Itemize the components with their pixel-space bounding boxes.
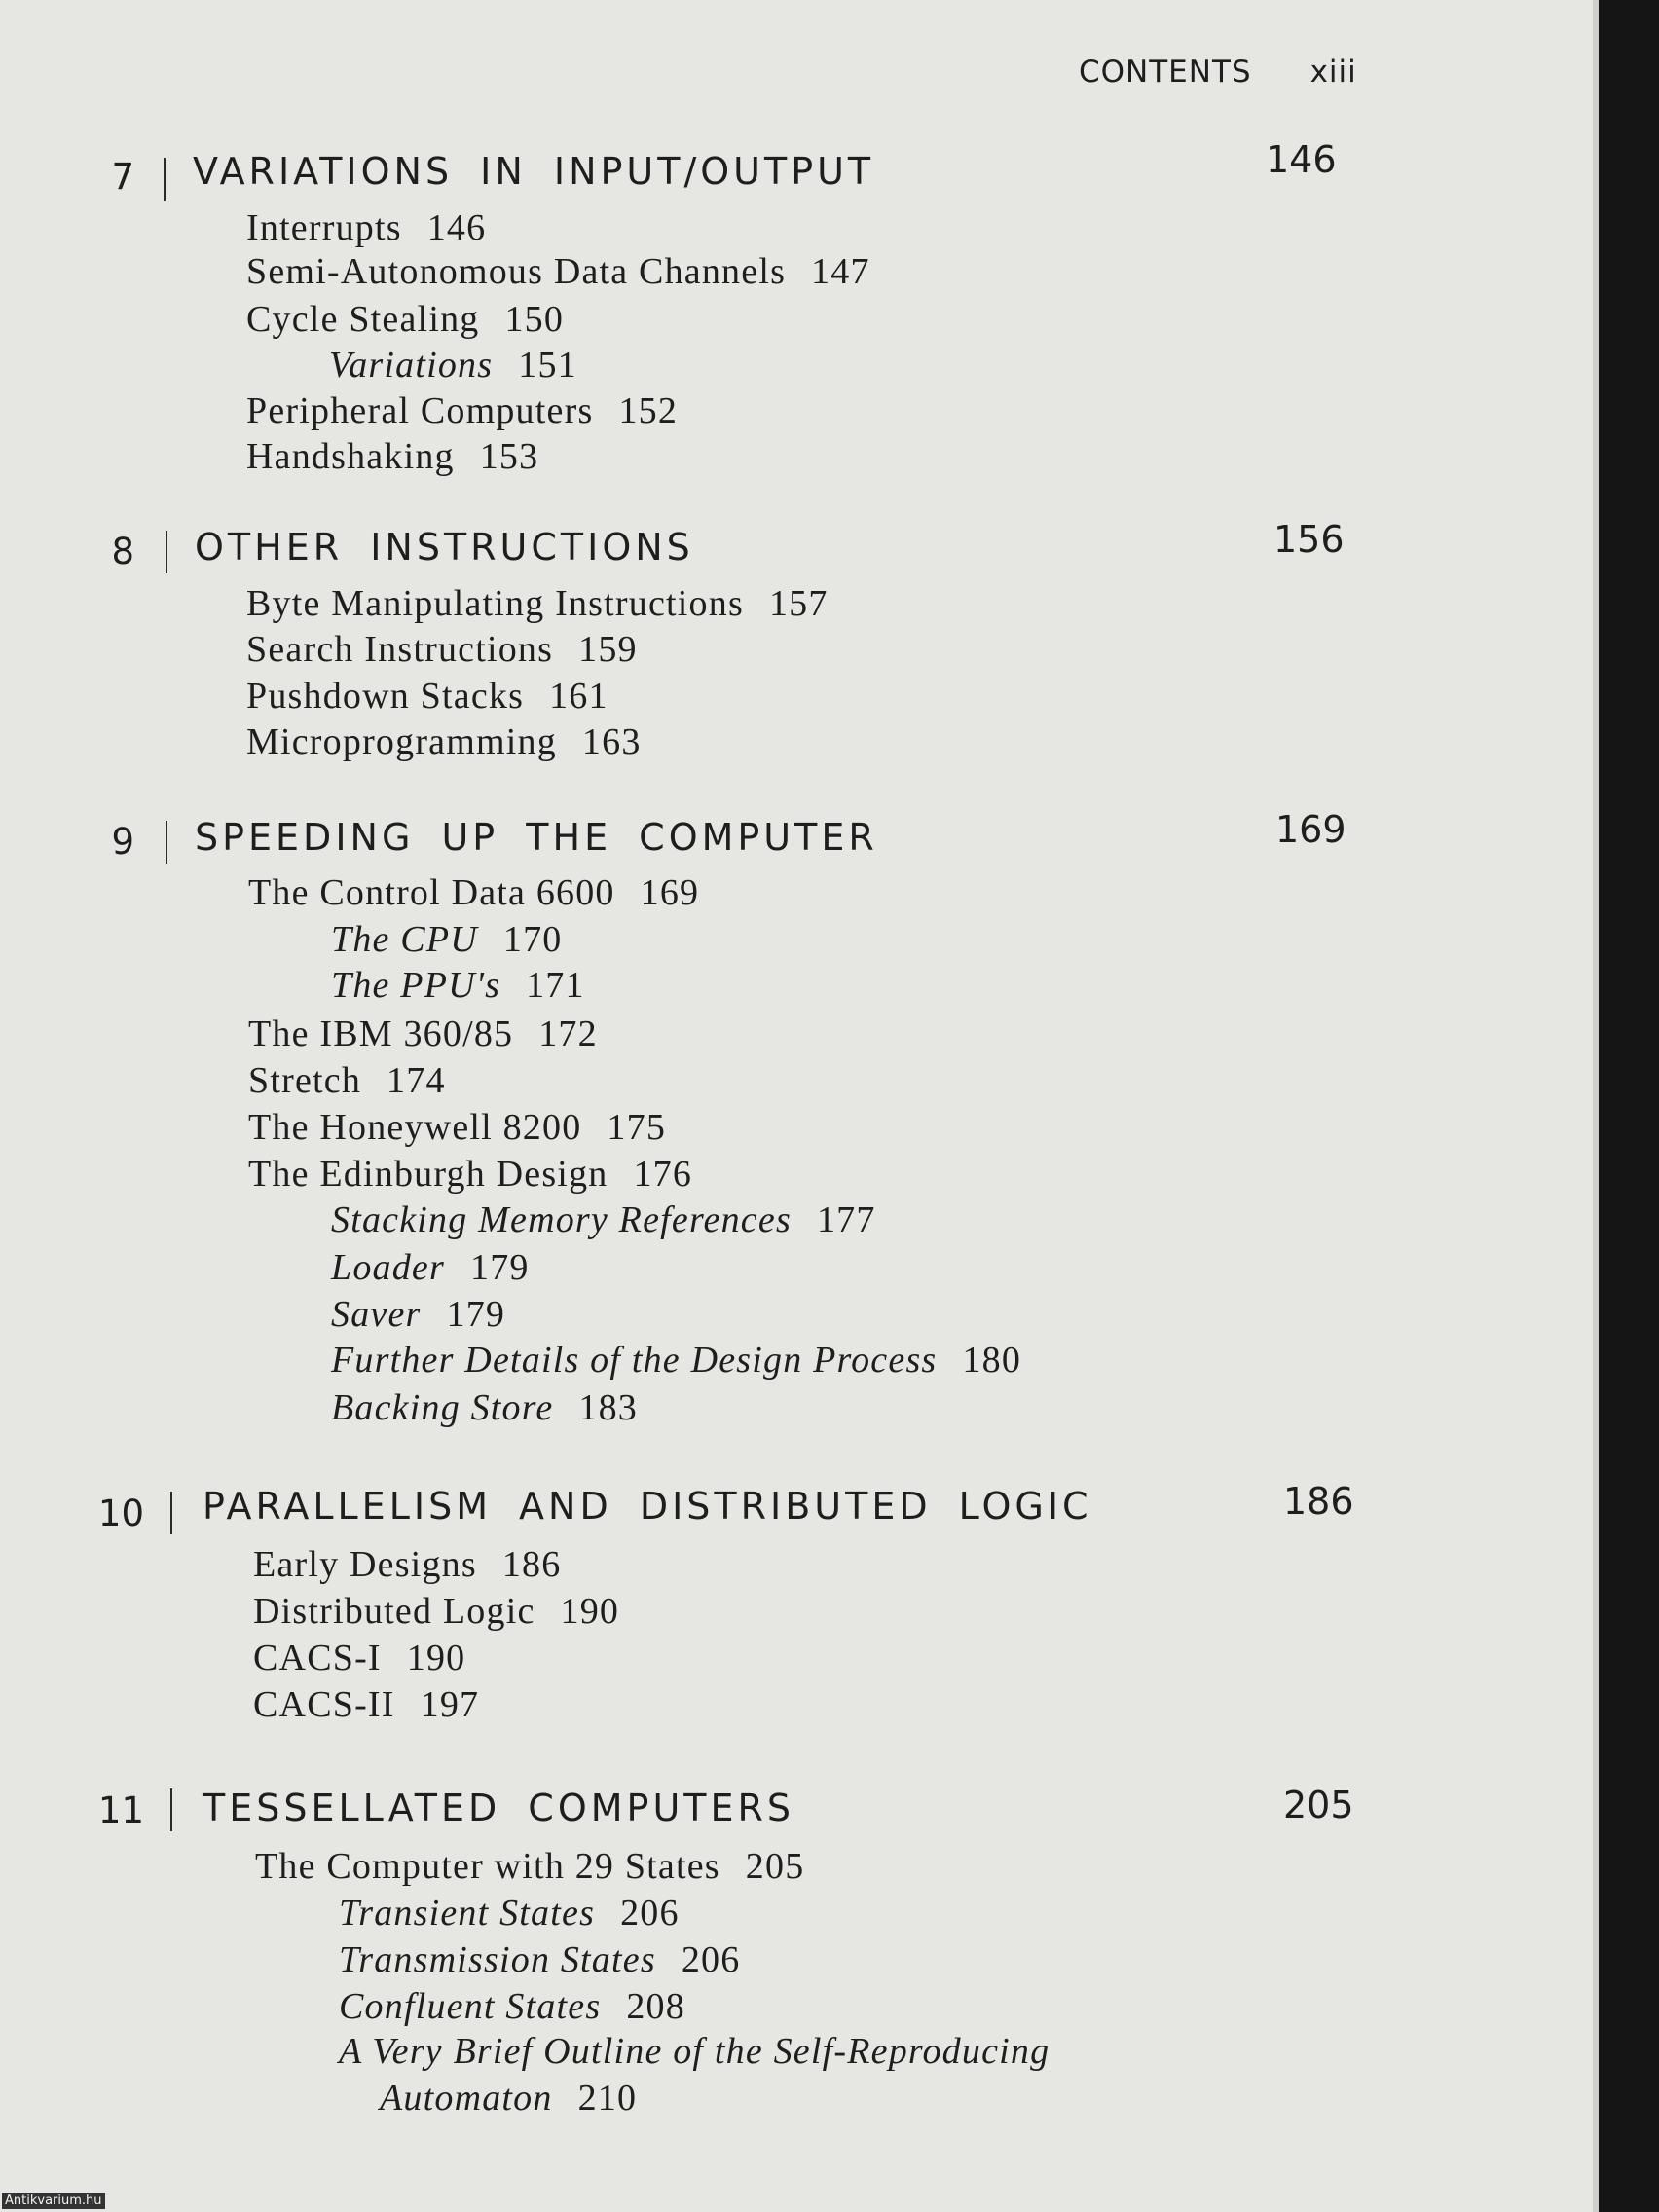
toc-entry bbox=[248, 1013, 598, 1055]
entry-page: 147 bbox=[811, 251, 870, 292]
chapter-number: 7 bbox=[111, 156, 134, 198]
entry-page: 159 bbox=[578, 629, 638, 670]
toc-entry bbox=[246, 720, 642, 763]
entry-page: 174 bbox=[387, 1060, 446, 1101]
entry-title: Handshaking bbox=[246, 436, 455, 477]
entry-page: 190 bbox=[406, 1638, 466, 1678]
toc-subentry bbox=[380, 2077, 637, 2120]
entry-title: Search Instructions bbox=[246, 629, 554, 670]
entry-page: 153 bbox=[479, 436, 539, 477]
entry-page: 150 bbox=[504, 299, 565, 340]
book-cover-edge bbox=[1599, 0, 1659, 2212]
entry-page: 208 bbox=[626, 1986, 685, 2027]
toc-entry bbox=[248, 1059, 446, 1102]
toc-entry bbox=[246, 206, 486, 249]
chapter-page: 146 bbox=[1266, 138, 1337, 181]
entry-page: 183 bbox=[578, 1387, 639, 1428]
entry-page: 151 bbox=[518, 345, 577, 386]
toc-entry bbox=[246, 298, 564, 341]
entry-title: Further Details of the Design Process bbox=[331, 1340, 938, 1381]
entry-title: Confluent States bbox=[339, 1986, 602, 2027]
chapter-page: 205 bbox=[1283, 1784, 1354, 1826]
entry-title: Pushdown Stacks bbox=[246, 676, 525, 717]
toc-subentry bbox=[331, 1386, 638, 1429]
toc-entry bbox=[253, 1637, 465, 1679]
entry-title: CACS-II bbox=[253, 1684, 395, 1725]
entry-page: 172 bbox=[538, 1014, 598, 1054]
chapter-number: 9 bbox=[111, 821, 134, 863]
watermark-logo: Antikvarium.hu bbox=[2, 2193, 105, 2209]
entry-page: 179 bbox=[470, 1247, 530, 1288]
entry-title: The IBM 360/85 bbox=[248, 1014, 514, 1054]
entry-title: Automaton bbox=[380, 2078, 553, 2119]
entry-title: Transmission States bbox=[339, 1939, 656, 1980]
chapter-page: 169 bbox=[1275, 808, 1346, 851]
running-head bbox=[1079, 55, 1357, 90]
entry-page: 171 bbox=[526, 965, 585, 1006]
entry-title: A Very Brief Outline of the Self-Reproducing bbox=[339, 2031, 1051, 2072]
toc-entry bbox=[248, 871, 699, 914]
entry-page: 205 bbox=[745, 1846, 805, 1887]
entry-title: The Edinburgh Design bbox=[248, 1154, 608, 1195]
entry-title: Interrupts bbox=[246, 207, 402, 248]
chapter-title: SPEEDING UP THE COMPUTER bbox=[195, 816, 878, 859]
entry-title: The PPU's bbox=[331, 965, 501, 1006]
entry-title: Stacking Memory References bbox=[331, 1199, 792, 1240]
entry-title: Cycle Stealing bbox=[246, 299, 480, 340]
entry-title: CACS-I bbox=[253, 1638, 382, 1678]
toc-subentry bbox=[329, 344, 577, 387]
entry-page: 197 bbox=[420, 1684, 480, 1725]
folio-number: xiii bbox=[1309, 55, 1357, 90]
entry-page: 170 bbox=[502, 919, 563, 960]
entry-page: 169 bbox=[640, 872, 700, 913]
entry-title: Stretch bbox=[248, 1060, 362, 1101]
toc-entry bbox=[246, 582, 829, 625]
entry-page: 186 bbox=[501, 1544, 562, 1585]
entry-title: Byte Manipulating Instructions bbox=[246, 583, 744, 624]
entry-title: The Control Data 6600 bbox=[248, 872, 615, 913]
entry-page: 157 bbox=[768, 583, 829, 624]
entry-page: 177 bbox=[816, 1199, 876, 1240]
entry-page: 163 bbox=[581, 721, 642, 762]
toc-entry bbox=[255, 1845, 804, 1888]
toc-entry bbox=[246, 389, 678, 432]
entry-title: Transient States bbox=[339, 1893, 596, 1934]
toc-subentry bbox=[339, 2030, 1050, 2073]
toc-entry bbox=[246, 250, 870, 293]
entry-page: 180 bbox=[962, 1340, 1022, 1381]
entry-page: 210 bbox=[577, 2078, 638, 2119]
chapter-title: VARIATIONS IN INPUT/OUTPUT bbox=[193, 150, 875, 193]
entry-title: The Computer with 29 States bbox=[255, 1846, 720, 1887]
toc-entry bbox=[246, 628, 638, 671]
entry-page: 176 bbox=[633, 1154, 693, 1195]
entry-title: Early Designs bbox=[253, 1544, 477, 1585]
toc-subentry bbox=[331, 1246, 530, 1289]
entry-title: Microprogramming bbox=[246, 721, 557, 762]
chapter-page: 186 bbox=[1283, 1480, 1354, 1523]
toc-subentry bbox=[339, 1892, 680, 1935]
toc-subentry bbox=[339, 1985, 685, 2028]
toc-subentry bbox=[339, 1938, 740, 1981]
chapter-divider bbox=[170, 1788, 172, 1831]
toc-subentry bbox=[331, 1293, 505, 1336]
entry-title: Semi-Autonomous Data Channels bbox=[246, 251, 787, 292]
toc-subentry bbox=[331, 1198, 876, 1241]
entry-title: Loader bbox=[331, 1247, 445, 1288]
entry-title: Peripheral Computers bbox=[246, 390, 594, 431]
toc-entry bbox=[253, 1683, 479, 1726]
entry-title: Saver bbox=[331, 1294, 422, 1335]
entry-page: 161 bbox=[549, 676, 608, 717]
chapter-title: TESSELLATED COMPUTERS bbox=[203, 1787, 794, 1829]
entry-page: 152 bbox=[618, 390, 679, 431]
chapter-title: OTHER INSTRUCTIONS bbox=[195, 526, 694, 569]
chapter-number: 11 bbox=[97, 1789, 144, 1831]
chapter-divider bbox=[170, 1492, 172, 1534]
entry-page: 190 bbox=[560, 1591, 620, 1632]
toc-subentry bbox=[331, 964, 585, 1007]
entry-page: 206 bbox=[620, 1893, 680, 1934]
chapter-number: 8 bbox=[111, 531, 134, 572]
entry-page: 206 bbox=[681, 1939, 741, 1980]
running-head-label: CONTENTS bbox=[1079, 55, 1252, 90]
chapter-divider bbox=[164, 158, 166, 201]
entry-page: 146 bbox=[426, 207, 487, 248]
toc-entry bbox=[253, 1543, 561, 1586]
entry-title: The CPU bbox=[331, 919, 478, 960]
entry-title: The Honeywell 8200 bbox=[248, 1107, 582, 1148]
toc-entry bbox=[246, 675, 608, 718]
toc-entry bbox=[248, 1106, 666, 1149]
toc-entry bbox=[253, 1590, 619, 1633]
chapter-divider bbox=[166, 821, 167, 864]
entry-title: Backing Store bbox=[331, 1387, 554, 1428]
chapter-page: 156 bbox=[1273, 518, 1345, 561]
toc-subentry bbox=[331, 1339, 1021, 1382]
entry-page: 175 bbox=[607, 1107, 667, 1148]
toc-entry bbox=[248, 1153, 692, 1196]
entry-title: Variations bbox=[329, 345, 494, 386]
toc-entry bbox=[246, 435, 538, 478]
chapter-number: 10 bbox=[97, 1493, 144, 1534]
chapter-divider bbox=[166, 531, 167, 573]
entry-title: Distributed Logic bbox=[253, 1591, 535, 1632]
toc-subentry bbox=[331, 918, 563, 961]
entry-page: 179 bbox=[446, 1294, 506, 1335]
chapter-title: PARALLELISM AND DISTRIBUTED LOGIC bbox=[203, 1485, 1092, 1528]
